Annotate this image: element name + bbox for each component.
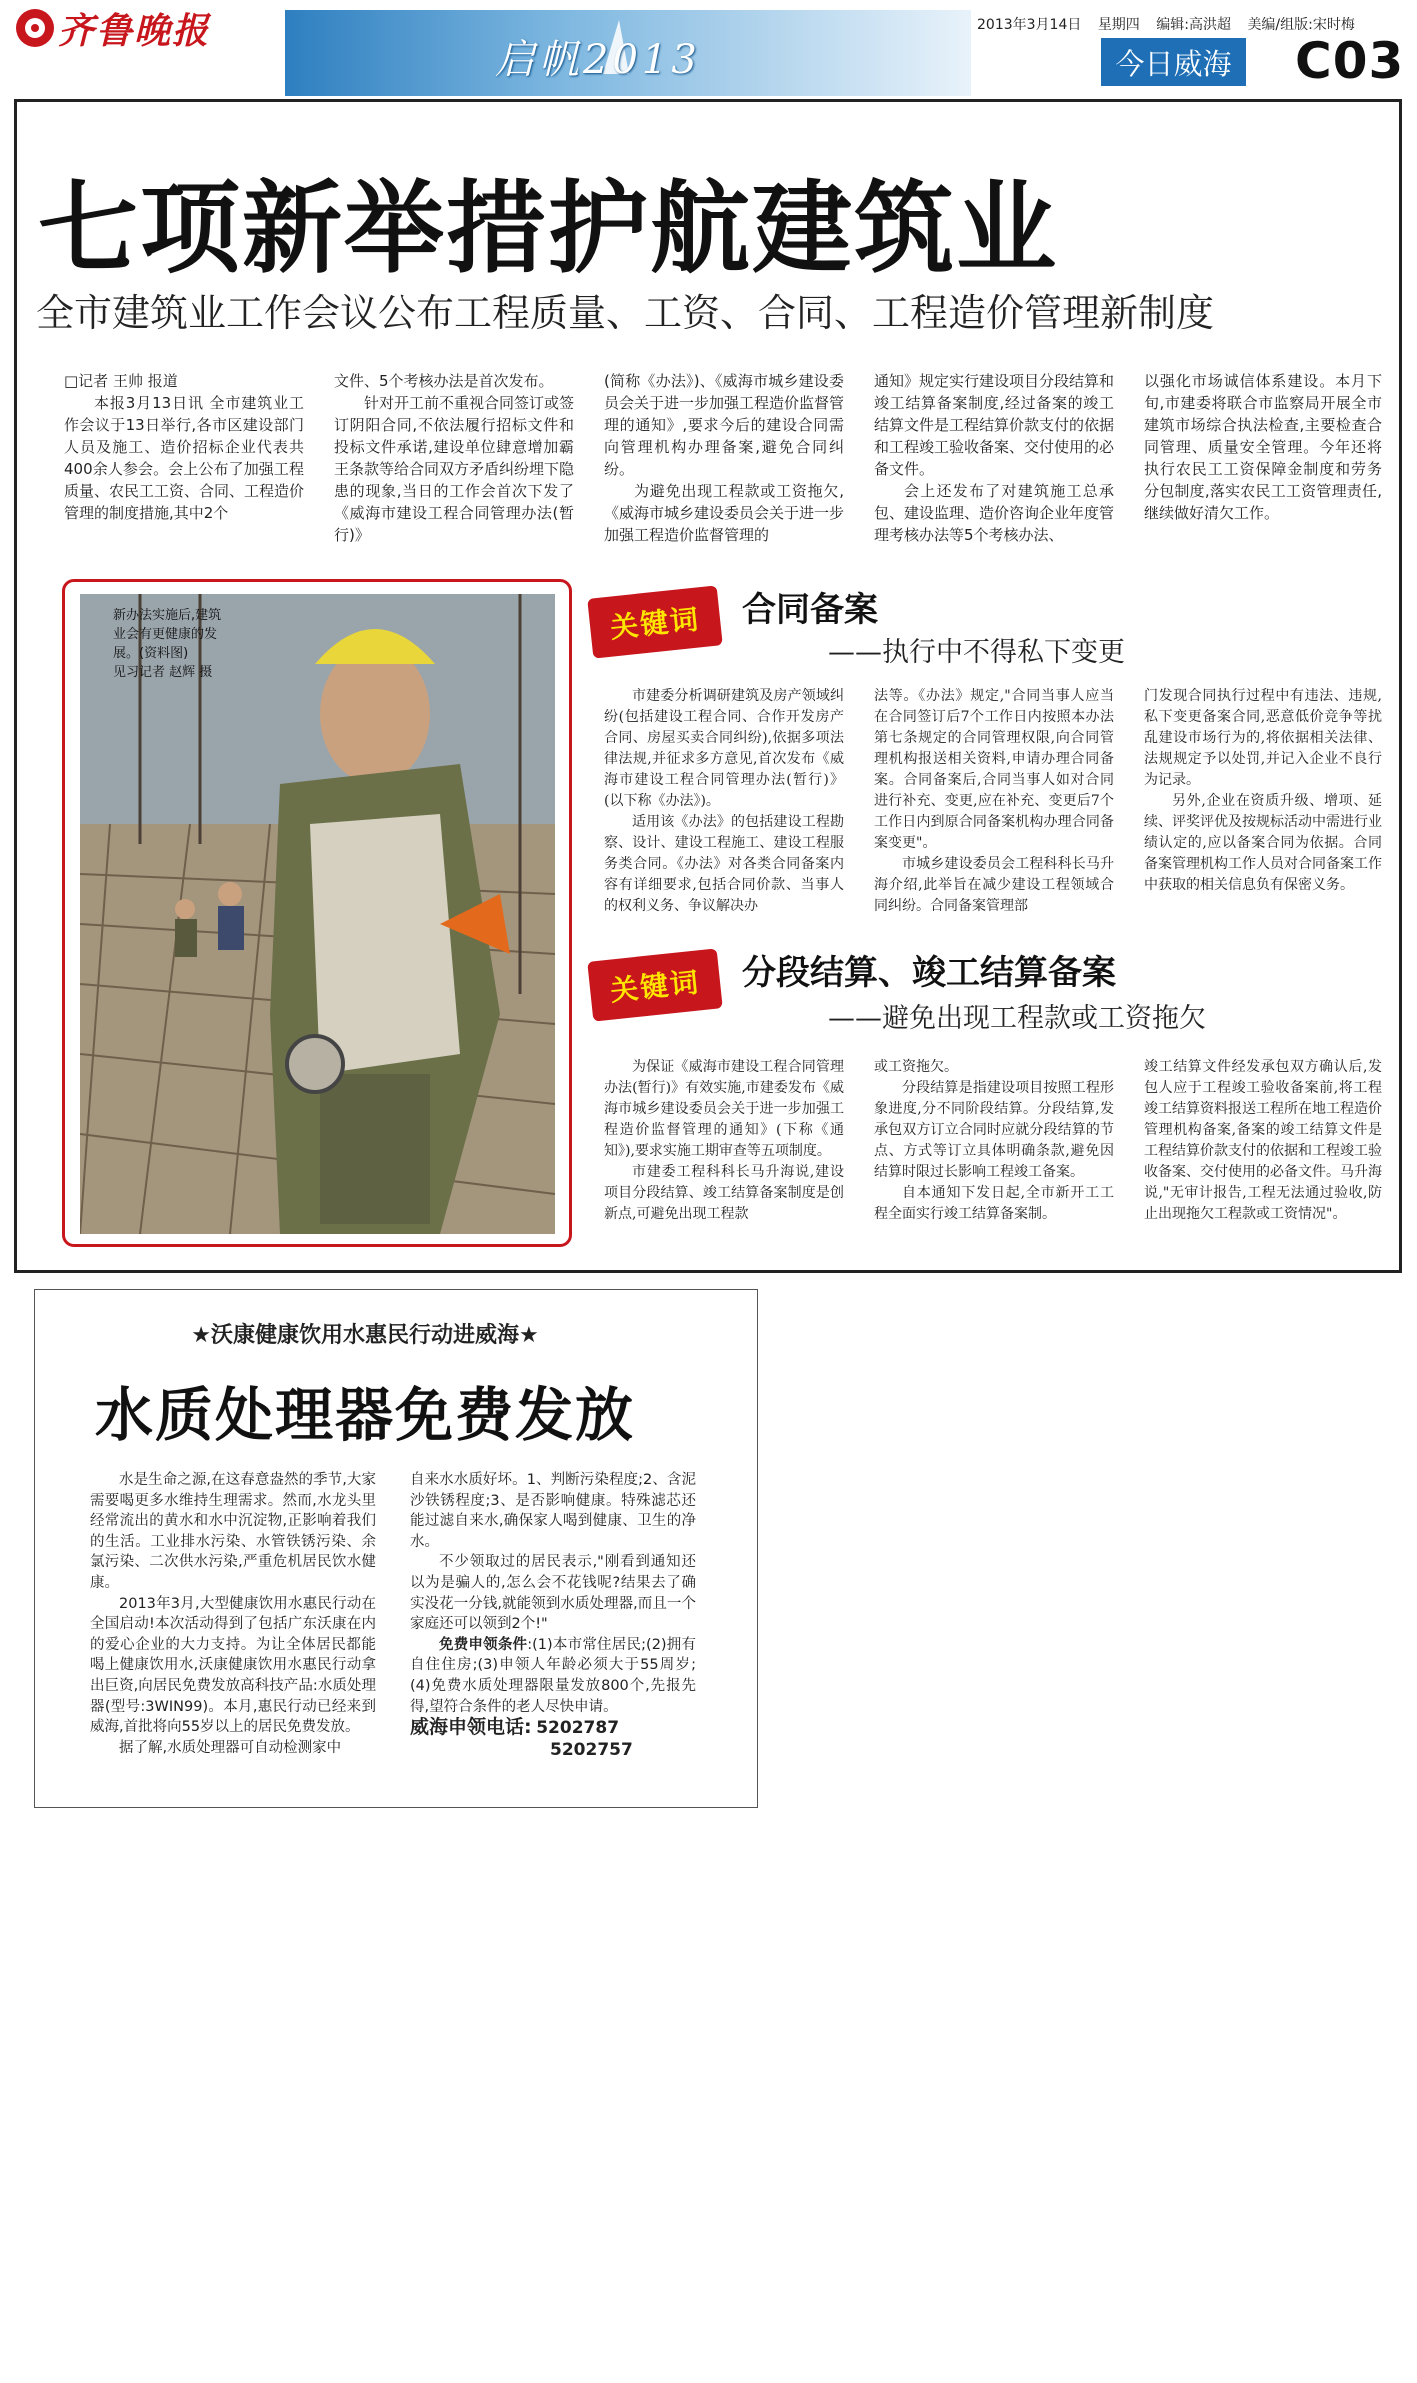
newspaper-logo[interactable] <box>16 8 211 52</box>
ad-title: 水质处理器免费发放 <box>94 1381 635 1449</box>
keyword-1-paragraph: 法等。《办法》规定,"合同当事人应当在合同签订后7个工作日内按照本办法第七条规定的合同管理权限,向合同管理机构报送相关资料,申请办理合同备案。合同备案后,合同当事人如对合同进行补充、变更,应在补充、变更后7个工作日内到原合同备案机构办理合同备案变更"。 <box>874 688 1114 851</box>
ad-phone-1[interactable]: 5202787 <box>536 1718 620 1739</box>
keyword-1-paragraph: 市城乡建设委员会工程科科长马升海介绍,此举旨在减少建设工程领域合同纠纷。合同备案管理部 <box>874 856 1114 914</box>
keyword-1-paragraph: 另外,企业在资质升级、增项、延续、评奖评优及按规标活动中需进行业绩认定的,应以备案合同为依据。合同备案管理机构工作人员对合同备案工作中获取的相关信息负有保密义务。 <box>1144 793 1382 893</box>
ad-phone-2[interactable]: 5202757 <box>550 1739 633 1760</box>
article-paragraph: 通知》规定实行建设项目分段结算和竣工结算备案制度,经过备案的竣工结算文件是工程结算价款支付的依据和工程竣工验收备案、交付使用的必备文件。 <box>874 372 1114 478</box>
photo-caption <box>113 606 233 682</box>
section-label[interactable]: 今日威海 <box>1101 38 1246 86</box>
construction-worker-photo[interactable] <box>80 594 555 1234</box>
keyword-2-title: 分段结算、竣工结算备案 <box>742 953 1116 993</box>
article-column-2 <box>334 370 574 546</box>
article-paragraph: 以强化市场诚信体系建设。本月下旬,市建委将联合市监察局开展全市建筑市场综合执法检查,主要检查合同管理、质量安全管理。今年还将执行农民工工资保障金制度和劳务分包制度,落实农民工工资管理责任,继续做好清欠工作。 <box>1144 372 1382 522</box>
ad-column-2 <box>410 1470 696 1795</box>
keyword-2-paragraph: 或工资拖欠。 <box>874 1059 958 1075</box>
article-column-1 <box>64 370 304 546</box>
ad-paragraph: 不少领取过的居民表示,"刚看到通知还以为是骗人的,怎么会不花钱呢?结果去了确实没花一分钱,就能领到水质处理器,而且一个家庭还可以领到2个!" <box>410 1554 696 1633</box>
ad-paragraph: 2013年3月,大型健康饮用水惠民行动在全国启动!本次活动得到了包括广东沃康在内的爱心企业的大力支持。为让全体居民都能喝上健康饮用水,沃康健康饮用水惠民行动拿出巨资,向居民免费发放高科技产品:水质处理器(型号:3WIN99)。本月,惠民行动已经来到威海,首批将向55岁以上的居民免费发放。 <box>90 1595 376 1736</box>
article-paragraph: 为避免出现工程款或工资拖欠,《威海市城乡建设委员会关于进一步加强工程造价监督管理的 <box>604 482 844 544</box>
page-number: C03 <box>1295 32 1405 90</box>
article-paragraph: 针对开工前不重视合同签订或签订阴阳合同,不依法履行招标文件和投标文件承诺,建设单位肆意增加霸王条款等给合同双方矛盾纠纷埋下隐患的现象,当日的工作会首次下发了《威海市建设工程合同管理办法(暂行)》 <box>334 394 574 544</box>
ad-conditions-text: :(1)本市常住居民;(2)拥有自住住房;(3)申领人年龄必须大于55周岁;(4)免费水质处理器限量发放800个,先报先得,望符合条件的老人尽快申请。 <box>410 1636 696 1715</box>
keyword-2-paragraph: 为保证《威海市建设工程合同管理办法(暂行)》有效实施,市建委发布《威海市城乡建设委员会关于进一步加强工程造价监督管理的通知》(下称《通知》),要求实施工期审查等五项制度。 <box>604 1059 844 1159</box>
issue-designer: 美编/组版:宋时梅 <box>1247 17 1355 33</box>
keyword-1-column-3 <box>1144 686 1382 916</box>
article-column-3 <box>604 370 844 546</box>
ad-paragraph: 水是生命之源,在这春意盎然的季节,大家需要喝更多水维持生理需求。然而,水龙头里经常流出的黄水和水中沉淀物,正影响着我们的生活。工业排水污染、水管铁锈污染、余氯污染、二次供水污染,严重危机居民饮水健康。 <box>90 1472 376 1591</box>
photo-credit: 见习记者 赵辉 摄 <box>113 665 213 680</box>
keyword-1-title: 合同备案 <box>742 590 878 630</box>
headline: 七项新举措护航建筑业 <box>38 170 1058 287</box>
logo-text: 齐鲁晚报 <box>58 9 211 52</box>
article-paragraph: 会上还发布了对建筑施工总承包、建设监理、造价咨询企业年度管理考核办法等5个考核办法、 <box>874 482 1114 544</box>
logo-circle-icon <box>16 9 54 47</box>
keyword-2-column-3 <box>1144 1057 1382 1257</box>
article-column-4 <box>874 370 1114 546</box>
keyword-2-paragraph: 自本通知下发日起,全市新开工工程全面实行竣工结算备案制。 <box>874 1185 1114 1222</box>
ad-conditions-label: 免费申领条件 <box>439 1636 528 1653</box>
ad-phone-label: 威海申领电话: <box>410 1716 532 1739</box>
ad-conditions <box>410 1635 696 1717</box>
keyword-2-column-2 <box>874 1057 1114 1257</box>
masthead <box>0 0 1417 100</box>
issue-editor: 编辑:高洪超 <box>1156 17 1231 33</box>
issue-info <box>977 14 1367 34</box>
article-paragraph: (简称《办法》)、《威海市城乡建设委员会关于进一步加强工程造价监督管理的通知》,要求今后的建设合同需向管理机构办理备案,避免合同纠纷。 <box>604 372 844 478</box>
article-paragraph: 本报3月13日讯 全市建筑业工作会议于13日举行,各市区建设部门人员及施工、造价招标企业代表共400余人参会。会上公布了加强工程质量、农民工工资、合同、工程造价管理的制度措施,其中2个 <box>64 394 304 522</box>
keyword-2-column-1 <box>604 1057 844 1257</box>
keyword-badge-1: 关键词 <box>587 585 723 658</box>
keyword-2-paragraph: 分段结算是指建设项目按照工程形象进度,分不同阶段结算。分段结算,发承包双方订立合同时应就分段结算的节点、方式等订立具体明确条款,避免因结算时限过长影响工程竣工备案。 <box>874 1080 1114 1180</box>
issue-weekday: 星期四 <box>1097 17 1140 33</box>
article-paragraph: 文件、5个考核办法是首次发布。 <box>334 372 554 390</box>
ad-kicker: ★沃康健康饮用水惠民行动进威海★ <box>191 1323 539 1348</box>
keyword-1-paragraph: 门发现合同执行过程中有违法、违规,私下变更备案合同,恶意低价竞争等扰乱建设市场行为的,将依据相关法律、法规规定予以处罚,并记入企业不良行为记录。 <box>1144 688 1382 788</box>
keyword-2-subtitle: ——避免出现工程款或工资拖欠 <box>828 1003 1206 1034</box>
ad-phone-line-2 <box>410 1740 696 1762</box>
keyword-2-paragraph: 竣工结算文件经发承包双方确认后,发包人应于工程竣工验收备案前,将工程竣工结算资料报送工程所在地工程造价管理机构备案,备案的竣工结算文件是工程结算价款支付的依据和工程竣工验收备案、交付使用的必备文件。马升海说,"无审计报告,工程无法通过验收,防止出现拖欠工程款或工资情况"。 <box>1144 1059 1382 1222</box>
keyword-1-subtitle: ——执行中不得私下变更 <box>828 637 1125 668</box>
keyword-1-column-2 <box>874 686 1114 916</box>
keyword-2-paragraph: 市建委工程科科长马升海说,建设项目分段结算、竣工结算备案制度是创新点,可避免出现工程款 <box>604 1164 844 1222</box>
ad-phone-line <box>410 1717 696 1740</box>
keyword-1-paragraph: 适用该《办法》的包括建设工程勘察、设计、建设工程施工、建设工程服务类合同。《办法》对各类合同备案内容有详细要求,包括合同价款、当事人的权利义务、争议解决办 <box>604 814 844 914</box>
ad-paragraph: 自来水水质好坏。1、判断污染程度;2、含泥沙铁锈程度;3、是否影响健康。特殊滤芯还能过滤自来水,确保家人喝到健康、卫生的净水。 <box>410 1472 696 1550</box>
article-column-5 <box>1144 370 1382 546</box>
byline: □记者 王帅 报道 <box>64 372 178 390</box>
photo-caption-text: 新办法实施后,建筑业会有更健康的发展。(资料图) <box>113 608 222 661</box>
photo-frame <box>62 579 572 1247</box>
column-banner <box>285 10 971 96</box>
keyword-1-paragraph: 市建委分析调研建筑及房产领域纠纷(包括建设工程合同、合作开发房产合同、房屋买卖合同纠纷),依据多项法律法规,并征求多方意见,首次发布《威海市建设工程合同管理办法(暂行)》(以下称《办法》)。 <box>604 688 844 809</box>
keyword-badge-2: 关键词 <box>587 948 723 1021</box>
ad-column-1 <box>90 1470 376 1795</box>
keyword-1-column-1 <box>604 686 844 916</box>
worker-illustration <box>80 594 555 1234</box>
subheadline: 全市建筑业工作会议公布工程质量、工资、合同、工程造价管理新制度 <box>36 291 1215 335</box>
issue-date: 2013年3月14日 <box>977 17 1082 33</box>
ad-paragraph: 据了解,水质处理器可自动检测家中 <box>119 1739 342 1756</box>
banner-text: 启帆2013 <box>495 37 701 83</box>
